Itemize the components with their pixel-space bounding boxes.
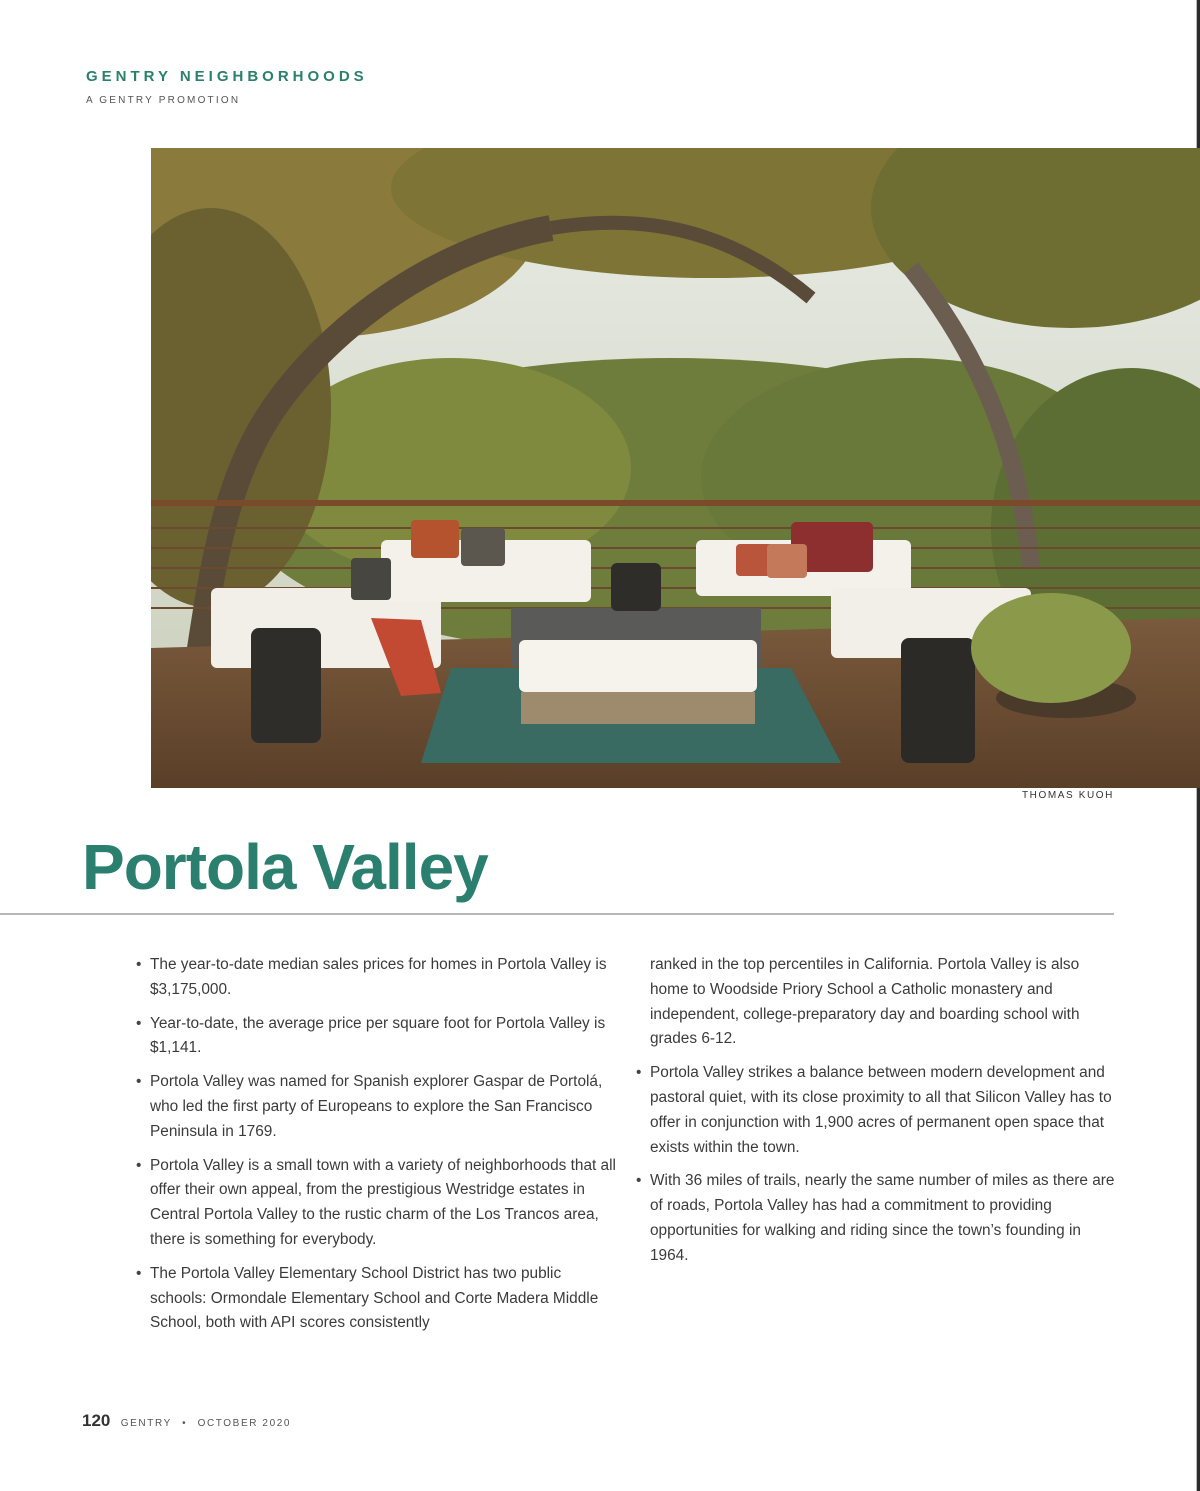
- article-title: Portola Valley: [82, 831, 488, 903]
- list-item: • Portola Valley is a small town with a variety of neighborhoods that all offer their own appeal, from the prestigious Westridge estates in Central Portola Valley to the rustic charm of the Los Trancos area, there is something for everybody.: [136, 1154, 616, 1253]
- outdoor-deck-photo: [151, 148, 1200, 788]
- page-number: 120: [82, 1411, 111, 1430]
- left-column: [136, 953, 616, 1345]
- list-item: • The Portola Valley Elementary School District has two public schools: Ormondale Elementary School and Corte Madera Middle School, both with API scores consistently: [136, 1262, 616, 1336]
- list-item: • Portola Valley strikes a balance between modern development and pastoral quiet, with its close proximity to all that Silicon Valley has to offer in conjunction with 1,900 acres of permanent open space that exists within the town.: [636, 1061, 1116, 1160]
- list-item-continuation: ranked in the top percentiles in California. Portola Valley is also home to Woodside Priory School a Catholic monastery and independent, college-preparatory day and boarding school with grades 6-12.: [650, 956, 1080, 1048]
- page-footer: [82, 1411, 291, 1431]
- footer-separator: •: [182, 1418, 188, 1429]
- right-column: [636, 953, 1116, 1278]
- section-title: GENTRY NEIGHBORHOODS: [86, 68, 368, 85]
- issue-date: OCTOBER 2020: [197, 1418, 292, 1429]
- list-item: • Year-to-date, the average price per square foot for Portola Valley is $1,141.: [136, 1012, 616, 1062]
- title-rule: [0, 913, 1114, 915]
- list-item: • The year-to-date median sales prices for homes in Portola Valley is $3,175,000.: [136, 953, 616, 1003]
- promo-label: A GENTRY PROMOTION: [86, 95, 241, 106]
- publication-name: GENTRY: [120, 1418, 172, 1429]
- photo-credit: THOMAS KUOH: [1021, 790, 1114, 801]
- list-item: • With 36 miles of trails, nearly the same number of miles as there are of roads, Portola Valley has had a commitment to providing opportunities for walking and riding since the town’s founding in 1964.: [636, 1169, 1116, 1268]
- list-item: • Portola Valley was named for Spanish explorer Gaspar de Portolá, who led the first party of Europeans to explore the San Francisco Peninsula in 1769.: [136, 1070, 616, 1144]
